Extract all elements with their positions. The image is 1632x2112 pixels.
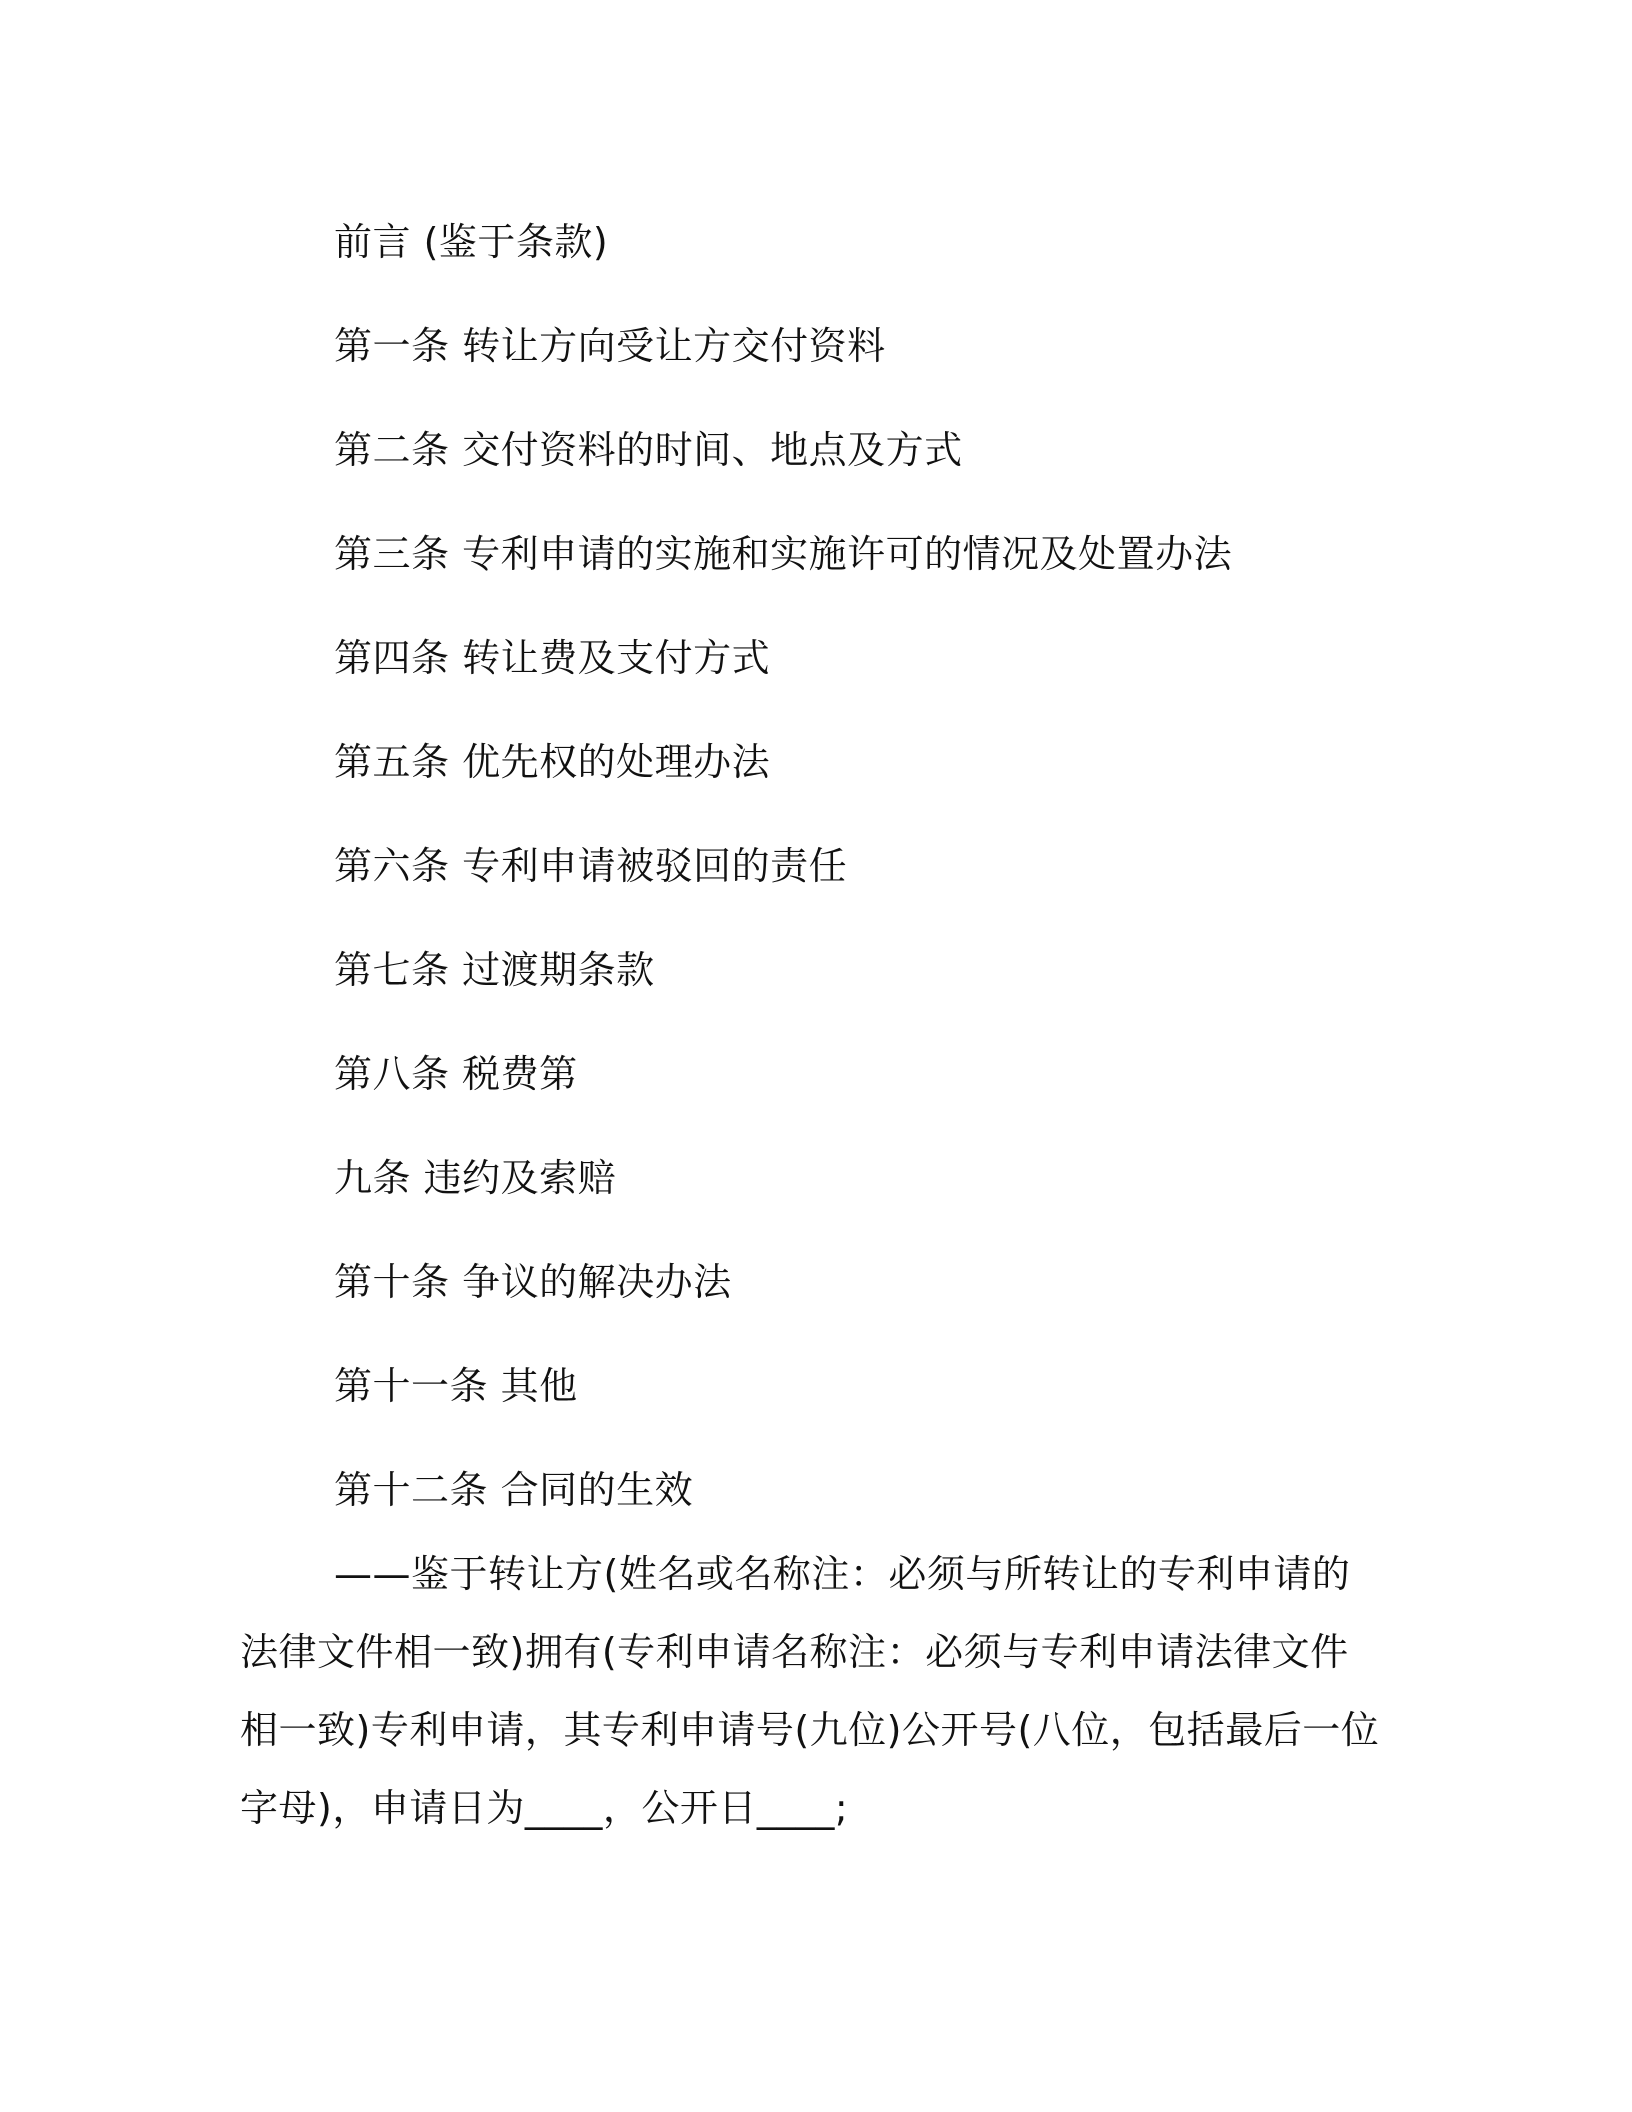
clause-9: 九条 违约及索赔 <box>334 1156 617 1200</box>
clause-8: 第八条 税费第 <box>334 1052 578 1096</box>
clause-5: 第五条 优先权的处理办法 <box>334 740 771 784</box>
clause-10: 第十条 争议的解决办法 <box>334 1260 732 1304</box>
recital-paragraph: ——鉴于转让方(姓名或名称注：必须与所转让的专利申请的法律文件相一致)拥有(专利申请名称注：必须与专利申请法律文件相一致)专利申请，其专利申请号(九位)公开号(八位，包括最后一位字母)，申请日为____，公开日____; <box>240 1552 1380 1830</box>
clause-2: 第二条 交付资料的时间、地点及方式 <box>334 428 963 472</box>
clause-1: 第一条 转让方向受让方交付资料 <box>334 324 886 368</box>
clause-list <box>334 190 1232 1542</box>
clause-12: 第十二条 合同的生效 <box>334 1468 694 1512</box>
clause-4: 第四条 转让费及支付方式 <box>334 636 771 680</box>
clause-6: 第六条 专利申请被驳回的责任 <box>334 844 848 888</box>
clause-3: 第三条 专利申请的实施和实施许可的情况及处置办法 <box>334 532 1233 576</box>
clause-11: 第十一条 其他 <box>334 1364 578 1408</box>
clause-preamble: 前言 (鉴于条款) <box>334 220 609 264</box>
clause-7: 第七条 过渡期条款 <box>334 948 655 992</box>
